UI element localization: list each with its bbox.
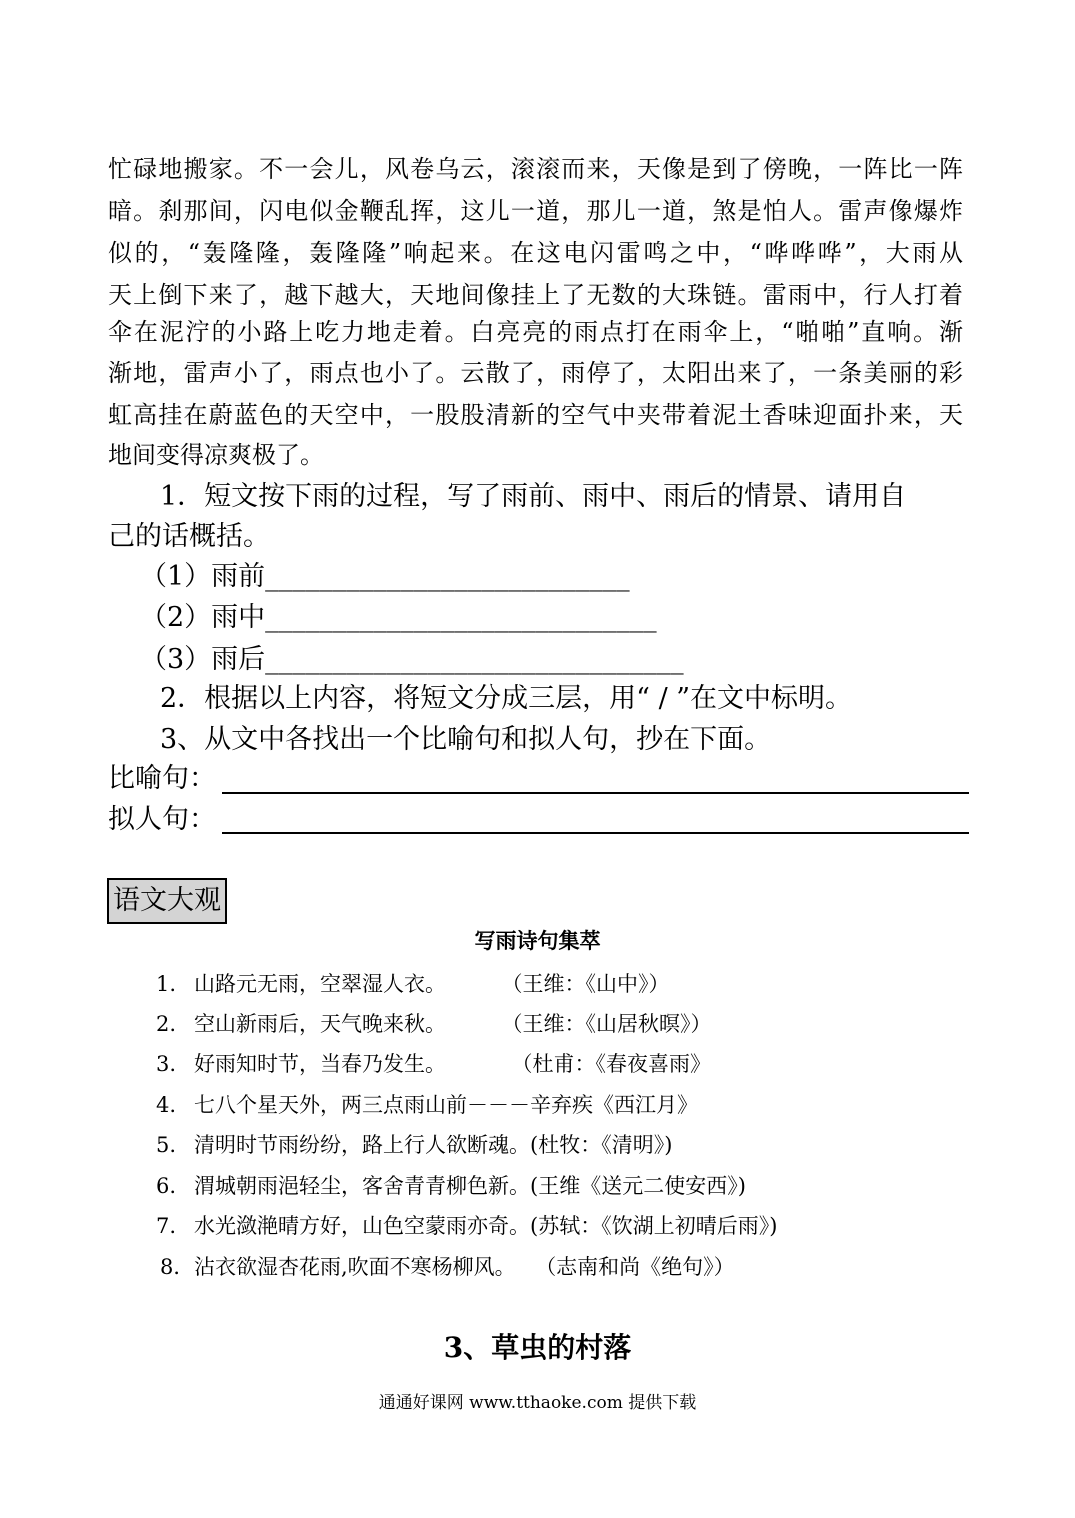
poem-item bbox=[156, 970, 670, 998]
poem-source: （王维：《山居秋暝》） bbox=[512, 1012, 712, 1036]
passage-line: 地间变得凉爽极了。 bbox=[108, 441, 324, 469]
passage-line: 天上倒下来了，越下越大，天地间像挂上了无数的大珠链。雷雨中，行人打着 bbox=[108, 281, 963, 309]
poem-source: （志南和尚《绝句》） bbox=[545, 1255, 735, 1279]
poem-item bbox=[156, 1010, 712, 1038]
poem-item bbox=[156, 1172, 746, 1200]
poem-text: 清明时节雨纷纷，路上行人欲断魂。(杜牧：《清明》) bbox=[194, 1133, 673, 1157]
poem-source: （王维：《山中》） bbox=[512, 972, 670, 996]
section-label: 语文大观 bbox=[107, 878, 227, 924]
poem-text: 水光潋滟晴方好，山色空蒙雨亦奇。(苏轼：《饮湖上初晴后雨》) bbox=[194, 1214, 778, 1238]
poem-number: 4. bbox=[156, 1093, 177, 1117]
simile-answer-line[interactable] bbox=[222, 792, 969, 794]
poem-text: 空山新雨后，天气晚来秋。 bbox=[194, 1012, 446, 1036]
poem-text: 山路元无雨，空翠湿人衣。 bbox=[194, 972, 446, 996]
poem-item bbox=[156, 1091, 698, 1119]
poem-number: 7. bbox=[156, 1214, 177, 1238]
personification-label: 拟人句： bbox=[108, 804, 216, 835]
poem-collection-title: 写雨诗句集萃 bbox=[474, 929, 601, 953]
poem-item bbox=[160, 1253, 735, 1281]
poem-number: 5. bbox=[156, 1133, 177, 1157]
passage-line: 虹高挂在蔚蓝色的天空中，一股股清新的空气中夹带着泥土香味迎面扑来，天 bbox=[108, 401, 963, 429]
passage-line: 暗。刹那间，闪电似金鞭乱挥，这儿一道，那儿一道，煞是怕人。雷声像爆炸 bbox=[108, 197, 963, 225]
question-1-answer-c: （3）雨后_______________________________ bbox=[140, 644, 684, 675]
poem-item bbox=[156, 1050, 711, 1078]
poem-text: 七八个星天外，两三点雨山前－－－辛弃疾《西江月》 bbox=[194, 1093, 698, 1117]
poem-number: 2. bbox=[156, 1012, 177, 1036]
question-1: 1．短文按下雨的过程，写了雨前、雨中、雨后的情景、请用自 bbox=[160, 481, 907, 512]
poem-item bbox=[156, 1212, 777, 1240]
poem-number: 3. bbox=[156, 1052, 177, 1076]
chapter-title: 3、草虫的村落 bbox=[443, 1331, 632, 1364]
passage-line: 忙碌地搬家。不一会儿，风卷乌云，滚滚而来，天像是到了傍晚，一阵比一阵 bbox=[108, 155, 963, 183]
poem-item bbox=[156, 1131, 672, 1159]
simile-label: 比喻句： bbox=[108, 763, 216, 794]
poem-text: 沾衣欲湿杏花雨,吹面不寒杨柳风。 bbox=[194, 1255, 516, 1279]
poem-number: 8． bbox=[160, 1255, 195, 1279]
poem-number: 1. bbox=[156, 972, 177, 996]
passage-line: 渐地，雷声小了，雨点也小了。云散了，雨停了，太阳出来了，一条美丽的彩 bbox=[108, 359, 963, 387]
question-3: 3、从文中各找出一个比喻句和拟人句，抄在下面。 bbox=[160, 724, 772, 755]
question-1-answer-b: （2）雨中_____________________________ bbox=[140, 602, 657, 633]
personification-answer-line[interactable] bbox=[222, 832, 969, 834]
passage-line: 似的，“轰隆隆，轰隆隆”响起来。在这电闪雷鸣之中，“哗哗哗”，大雨从 bbox=[108, 239, 963, 267]
poem-text: 好雨知时节，当春乃发生。 bbox=[194, 1052, 446, 1076]
passage-line: 伞在泥泞的小路上吃力地走着。白亮亮的雨点打在雨伞上，“啪啪”直响。渐 bbox=[108, 318, 963, 346]
question-1-cont: 己的话概括。 bbox=[108, 521, 270, 552]
poem-text: 渭城朝雨浥轻尘，客舍青青柳色新。(王维《送元二使安西》) bbox=[194, 1174, 746, 1198]
question-2: 2．根据以上内容，将短文分成三层，用“ / ”在文中标明。 bbox=[160, 683, 853, 714]
poem-source: （杜甫：《春夜喜雨》 bbox=[522, 1052, 711, 1076]
poem-number: 6. bbox=[156, 1174, 177, 1198]
question-1-answer-a: （1）雨前___________________________ bbox=[140, 561, 630, 592]
footer-text: 通通好课网 www.tthaoke.com 提供下载 bbox=[378, 1393, 697, 1413]
